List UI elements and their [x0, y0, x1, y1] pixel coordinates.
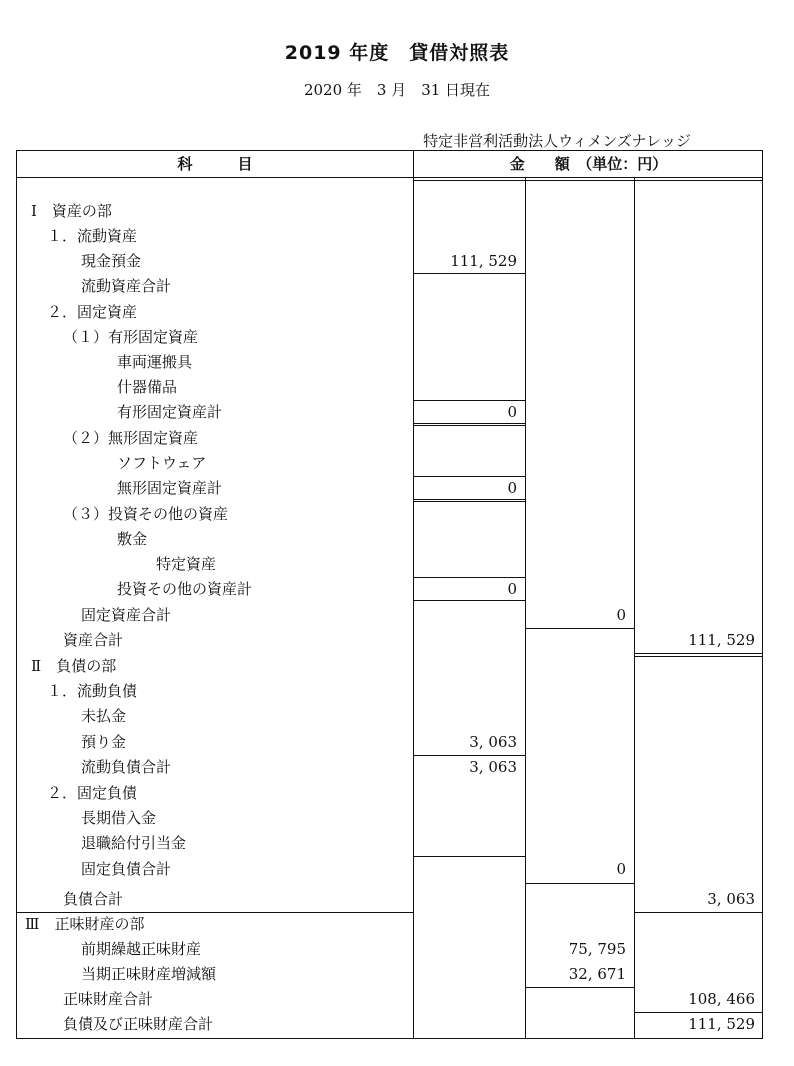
row-current-liabilities-total: 流動負債合計	[81, 758, 172, 776]
subtotal-rule	[525, 987, 634, 988]
row-liabilities-and-net-assets-total: 負債及び正味財産合計	[63, 1015, 214, 1033]
row-assets-total: 資産合計	[63, 631, 124, 649]
value-intangible-total: 0	[507, 479, 517, 497]
row-specified-assets: 特定資産	[156, 555, 217, 573]
row-current-assets: １．流動資産	[47, 227, 138, 245]
row-liabilities-total: 負債合計	[63, 890, 124, 908]
row-net-assets-change: 当期正味財産増減額	[81, 965, 217, 983]
row-deposits: 敷金	[117, 530, 148, 548]
row-tangible-fixed-assets: （１）有形固定資産	[63, 328, 199, 346]
row-fixed-liabilities: ２．固定負債	[47, 784, 138, 802]
value-tangible-total: 0	[507, 403, 517, 421]
value-fixed-liabilities-total: 0	[616, 860, 626, 878]
subtotal-rule	[634, 912, 763, 913]
value-net-assets-change: 32, 671	[568, 965, 626, 983]
row-fixed-liabilities-total: 固定負債合計	[81, 860, 172, 878]
row-liabilities-section: Ⅱ 負債の部	[31, 657, 117, 675]
row-net-assets-section: Ⅲ 正味財産の部	[25, 915, 145, 933]
subtotal-rule	[413, 856, 525, 857]
value-assets-total: 111, 529	[688, 631, 755, 649]
row-investments: （３）投資その他の資産	[63, 505, 229, 523]
value-investments-total: 0	[507, 580, 517, 598]
page-title: 2019 年度 貸借対照表	[284, 42, 510, 64]
value-fixed-assets-total: 0	[616, 606, 626, 624]
row-investments-total: 投資その他の資産計	[117, 580, 253, 598]
subtotal-rule	[525, 883, 634, 884]
value-liabilities-and-net-assets-total: 111, 529	[688, 1015, 755, 1033]
value-liabilities-total: 3, 063	[707, 890, 755, 908]
row-current-assets-total: 流動資産合計	[81, 277, 172, 295]
row-vehicles: 車両運搬具	[117, 353, 193, 371]
balance-sheet-table	[16, 150, 763, 1039]
row-long-term-loans: 長期借入金	[81, 809, 157, 827]
subtotal-rule	[525, 628, 634, 629]
row-intangible-total: 無形固定資産計	[117, 479, 223, 497]
row-prior-net-assets: 前期繰越正味財産	[81, 940, 202, 958]
row-current-liabilities: １．流動負債	[47, 682, 138, 700]
row-fixtures: 什器備品	[117, 378, 178, 396]
row-intangible-fixed-assets: （２）無形固定資産	[63, 429, 199, 447]
row-cash-deposits: 現金預金	[81, 252, 142, 270]
value-net-assets-total: 108, 466	[688, 990, 755, 1008]
value-prior-net-assets: 75, 795	[568, 940, 626, 958]
header-inner-rule	[413, 180, 762, 181]
subtotal-rule	[413, 273, 525, 274]
value-current-liabilities-total: 3, 063	[469, 758, 517, 776]
report-date: 2020 年 3 月 31 日現在	[303, 81, 491, 99]
value-deposits-received: 3, 063	[469, 733, 517, 751]
row-software: ソフトウェア	[117, 454, 207, 472]
subtotal-rule	[413, 501, 525, 502]
row-assets-section: Ⅰ 資産の部	[31, 202, 112, 220]
row-deposits-received: 預り金	[81, 733, 127, 751]
row-net-assets-total: 正味財産合計	[63, 990, 154, 1008]
row-accounts-payable: 未払金	[81, 707, 127, 725]
organization-name: 特定非営利活動法人ウィメンズナレッジ	[423, 132, 691, 150]
row-tangible-total: 有形固定資産計	[117, 403, 223, 421]
header-amount: 金 額 （単位：円）	[509, 155, 668, 173]
subtotal-rule	[413, 425, 525, 426]
row-fixed-assets-total: 固定資産合計	[81, 606, 172, 624]
row-fixed-assets: ２．固定資産	[47, 303, 138, 321]
header-subject: 科 目	[177, 155, 253, 173]
total-double-rule	[634, 653, 763, 657]
value-cash-deposits: 111, 529	[450, 252, 517, 270]
header-bottom-rule	[17, 177, 762, 178]
row-retirement-allowance: 退職給付引当金	[81, 834, 187, 852]
